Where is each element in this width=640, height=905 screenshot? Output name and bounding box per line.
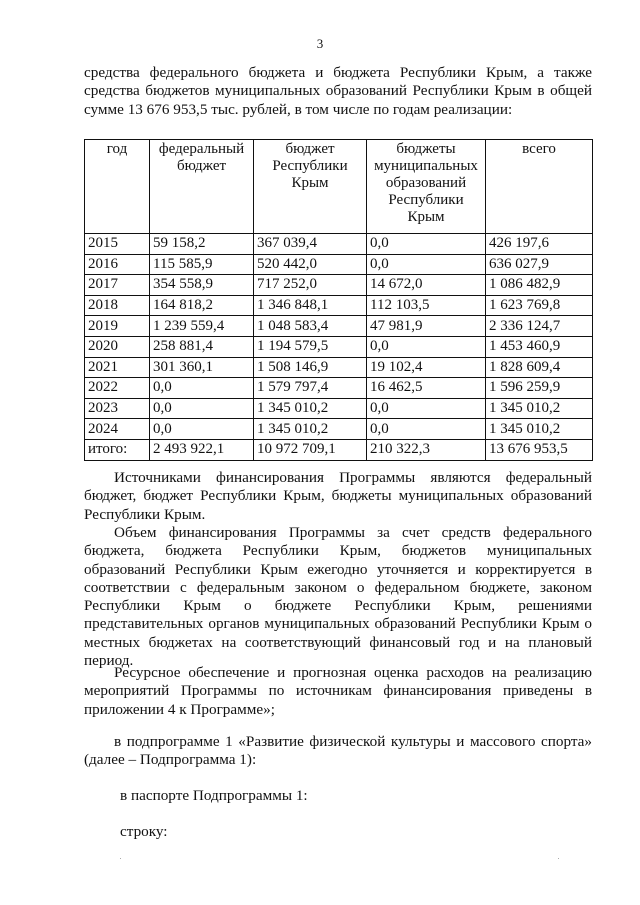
intro-paragraph [84, 64, 592, 119]
cell-crimea: 1 194 579,5 [254, 336, 367, 357]
header-total: всего [486, 140, 593, 234]
cell-municipal: 210 322,3 [367, 439, 486, 460]
cell-federal: 0,0 [150, 419, 254, 440]
cell-federal: 258 881,4 [150, 336, 254, 357]
page-number: 3 [316, 36, 324, 51]
cell-federal: 59 158,2 [150, 234, 254, 255]
header-year: год [85, 140, 150, 234]
cell-year: 2023 [85, 398, 150, 419]
financing-table [84, 139, 593, 461]
cell-crimea: 1 579 797,4 [254, 378, 367, 399]
cell-total: 2 336 124,7 [486, 316, 593, 337]
cell-municipal: 16 462,5 [367, 378, 486, 399]
paragraph-resources: Ресурсное обеспечение и прогнозная оценка расходов на реализацию мероприятий Программы по источникам финансирования приведены в приложении 4 к Программе»; [84, 664, 592, 718]
cell-municipal: 47 981,9 [367, 316, 486, 337]
cell-total-label: итого: [85, 439, 150, 460]
cell-year: 2024 [85, 419, 150, 440]
scan-dot [558, 858, 559, 859]
table-row [85, 316, 593, 337]
cell-year: 2019 [85, 316, 150, 337]
cell-year: 2015 [85, 234, 150, 255]
cell-municipal: 14 672,0 [367, 275, 486, 296]
cell-total: 1 086 482,9 [486, 275, 593, 296]
cell-municipal: 0,0 [367, 336, 486, 357]
cell-total: 1 345 010,2 [486, 419, 593, 440]
header-federal-budget: федеральный бюджет [150, 140, 254, 234]
cell-total: 1 345 010,2 [486, 398, 593, 419]
table-row [85, 254, 593, 275]
paragraph-sources: Источниками финансирования Программы являются федеральный бюджет, бюджет Республики Крым, бюджеты муниципальных образований Республики Крым. [84, 469, 592, 523]
table-row [85, 234, 593, 255]
cell-total: 1 623 769,8 [486, 295, 593, 316]
cell-crimea: 1 345 010,2 [254, 419, 367, 440]
cell-crimea: 367 039,4 [254, 234, 367, 255]
intro-text: средства федерального бюджета и бюджета Республики Крым, а также средства бюджетов муниципальных образований Республики Крым в общей сумме 13 676 953,5 тыс. рублей, в том числе по годам реализации: [84, 64, 592, 118]
paragraph-passport: в паспорте Подпрограммы 1: [120, 787, 308, 804]
cell-total: 1 828 609,4 [486, 357, 593, 378]
paragraph-subprogram: в подпрограмме 1 «Развитие физической культуры и массового спорта» (далее – Подпрограмма 1): [84, 733, 592, 769]
paragraph-volume: Объем финансирования Программы за счет средств федерального бюджета, бюджета Республики Крым, бюджетов муниципальных образований Республики Крым ежегодно уточняется и корректируется в соответствии с федеральным законом о федеральном бюджете, законом Республики Крым о бюджете Республики Крым, решениями представительных органов муниципальных образований Республики Крым о местных бюджетах на соответствующий финансовый год и на плановый период. [84, 524, 592, 670]
paragraph-line: строку: [120, 823, 168, 840]
cell-federal: 354 558,9 [150, 275, 254, 296]
cell-total: 1 596 259,9 [486, 378, 593, 399]
cell-year: 2017 [85, 275, 150, 296]
cell-municipal: 112 103,5 [367, 295, 486, 316]
table-row [85, 295, 593, 316]
cell-year: 2016 [85, 254, 150, 275]
table-header-row [85, 140, 593, 234]
table-row [85, 336, 593, 357]
cell-crimea: 717 252,0 [254, 275, 367, 296]
cell-crimea: 1 345 010,2 [254, 398, 367, 419]
cell-federal: 0,0 [150, 398, 254, 419]
cell-federal: 1 239 559,4 [150, 316, 254, 337]
cell-municipal: 0,0 [367, 234, 486, 255]
cell-crimea: 1 048 583,4 [254, 316, 367, 337]
cell-crimea: 1 346 848,1 [254, 295, 367, 316]
cell-federal: 164 818,2 [150, 295, 254, 316]
table-row [85, 357, 593, 378]
cell-municipal: 0,0 [367, 419, 486, 440]
cell-year: 2021 [85, 357, 150, 378]
cell-crimea: 520 442,0 [254, 254, 367, 275]
cell-municipal: 0,0 [367, 254, 486, 275]
cell-federal: 301 360,1 [150, 357, 254, 378]
cell-total: 1 453 460,9 [486, 336, 593, 357]
cell-total: 13 676 953,5 [486, 439, 593, 460]
cell-federal: 115 585,9 [150, 254, 254, 275]
cell-year: 2018 [85, 295, 150, 316]
table-row [85, 419, 593, 440]
cell-total: 426 197,6 [486, 234, 593, 255]
cell-year: 2020 [85, 336, 150, 357]
cell-crimea: 10 972 709,1 [254, 439, 367, 460]
cell-municipal: 19 102,4 [367, 357, 486, 378]
table-total-row [85, 439, 593, 460]
scan-dot [120, 858, 121, 859]
cell-municipal: 0,0 [367, 398, 486, 419]
table-row [85, 378, 593, 399]
cell-crimea: 1 508 146,9 [254, 357, 367, 378]
cell-total: 636 027,9 [486, 254, 593, 275]
header-municipal-budgets: бюджеты муниципальных образований Республики Крым [367, 140, 486, 234]
cell-federal: 2 493 922,1 [150, 439, 254, 460]
table-row [85, 398, 593, 419]
cell-year: 2022 [85, 378, 150, 399]
header-crimea-budget: бюджет Республики Крым [254, 140, 367, 234]
cell-federal: 0,0 [150, 378, 254, 399]
table-row [85, 275, 593, 296]
